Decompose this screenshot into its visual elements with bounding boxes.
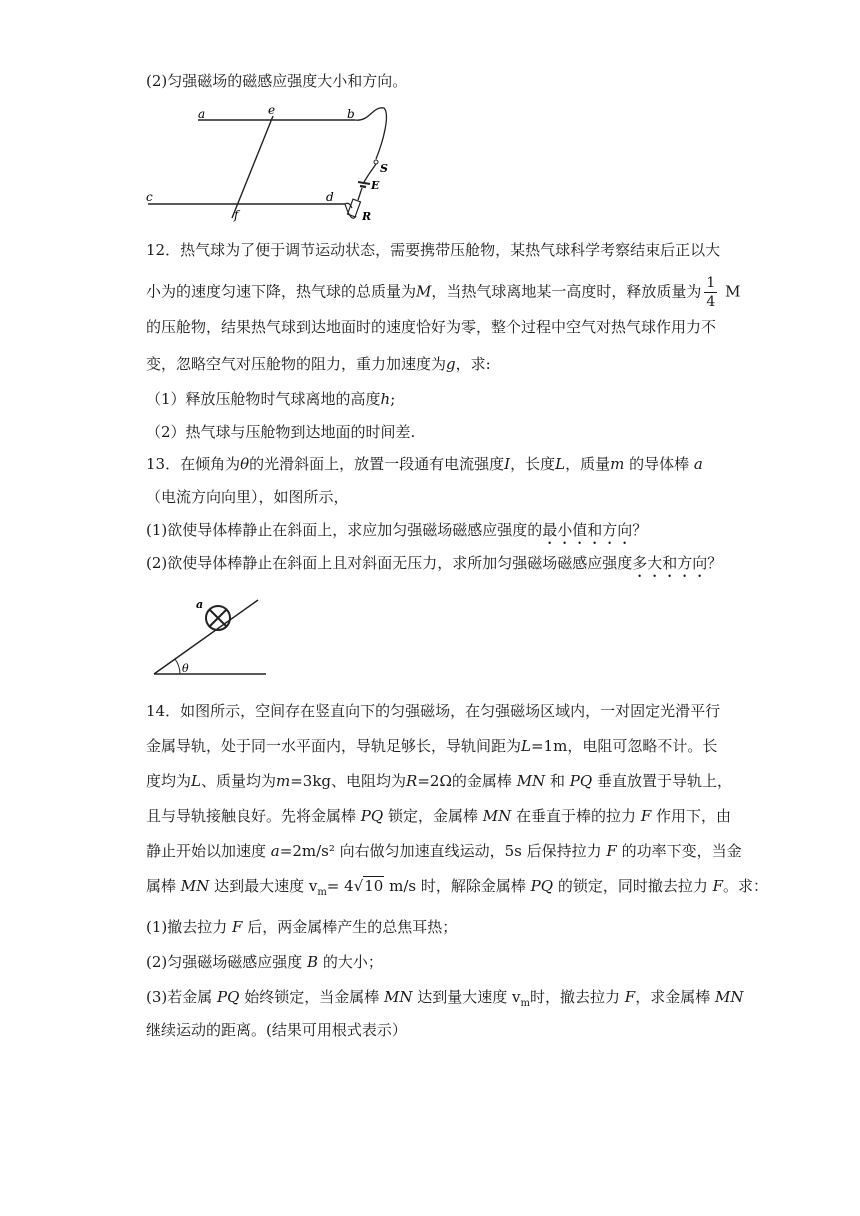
q13-part2: (2)欲使导体棒静止在斜面上且对斜面无压力，求所加匀强磁场磁感应强度多大和方向？ bbox=[146, 554, 723, 572]
label-e2: E bbox=[371, 179, 380, 192]
label-b: b bbox=[347, 107, 355, 121]
q14-part2: (2)匀强磁场磁感应强度 B 的大小； bbox=[146, 953, 383, 971]
q13-part1: (1)欲使导体棒静止在斜面上，求应加匀强磁场磁感应强度的最小值和方向？ bbox=[146, 521, 648, 539]
q12-part1: （1）释放压舱物时气球离地的高度h; bbox=[146, 390, 396, 408]
q12-line3: 的压舱物，结果热气球到达地面时的速度恰好为零，整个过程中空气对热气球作用力不 bbox=[146, 318, 717, 336]
q14-line8: 继续运动的距离。(结果可用根式表示） bbox=[146, 1021, 407, 1039]
label-f: f bbox=[234, 208, 239, 222]
q14-line3: 度均为L、质量均为m=3kg、电阻均为R=2Ω的金属棒 MN 和 PQ 垂直放置于导轨上， bbox=[146, 772, 732, 790]
q14-line6: 属棒 MN 达到最大速度 $v_m= 4√10$ m/s 时，解除金属棒 PQ 的锁定，同时撤去拉力 F。求： bbox=[146, 877, 769, 898]
label-a: a bbox=[198, 107, 206, 121]
label-e: e bbox=[268, 104, 276, 117]
q12-part2: （2）热气球与压舱物到达地面的时间差. bbox=[146, 423, 416, 441]
q11-part2: (2)匀强磁场的磁感应强度大小和方向。 bbox=[146, 72, 408, 90]
rails-circuit-figure bbox=[140, 104, 400, 224]
q12-line2: 小为的速度匀速下降，热气球的总质量为M，当热气球离地某一高度时，释放质量为 $\frac{1}{4}$ M bbox=[146, 275, 741, 310]
q14-line4: 且与导轨接触良好。先将金属棒 PQ 锁定，金属棒 MN 在垂直于棒的拉力 F 作用下，由 bbox=[146, 807, 732, 825]
q12-line4: 变，忽略空气对压舱物的阻力，重力加速度为g，求: bbox=[146, 355, 491, 373]
q14-line2: 金属导轨，处于同一水平面内，导轨足够长，导轨间距为L=1m，电阻可忽略不计。长 bbox=[146, 737, 718, 755]
label-d: d bbox=[326, 190, 334, 204]
q14-part3: (3)若金属 PQ 始终锁定，当金属棒 MN 达到量大速度 $v_m$时，撤去拉力 F，求金属棒 MN bbox=[146, 988, 744, 1009]
incline-figure bbox=[148, 594, 280, 684]
fig2-label-theta: θ bbox=[182, 662, 189, 675]
label-c: c bbox=[146, 190, 153, 204]
q14-line5: 静止开始以加速度 a=2m/s² 向右做匀加速直线运动，5s 后保持拉力 F 的功率下变，当金 bbox=[146, 842, 742, 860]
fig2-label-a: a bbox=[196, 598, 204, 611]
label-r: R bbox=[362, 210, 372, 223]
q12-line1: 12．热气球为了便于调节运动状态，需要携带压舱物，某热气球科学考察结束后正以大 bbox=[146, 241, 721, 259]
fraction-one-quarter: $\frac{1}{4}$ bbox=[706, 275, 716, 310]
q14-line1: 14．如图所示，空间存在竖直向下的匀强磁场，在匀强磁场区域内，一对固定光滑平行 bbox=[146, 702, 721, 720]
q13-line2: （电流方向向里），如图所示， bbox=[146, 488, 349, 506]
q14-part1: (1)撤去拉力 F 后，两金属棒产生的总焦耳热； bbox=[146, 918, 458, 936]
label-s: S bbox=[380, 162, 388, 175]
q13-line1: 13．在倾角为θ的光滑斜面上，放置一段通有电流强度I，长度L，质量m 的导体棒 a bbox=[146, 455, 703, 473]
